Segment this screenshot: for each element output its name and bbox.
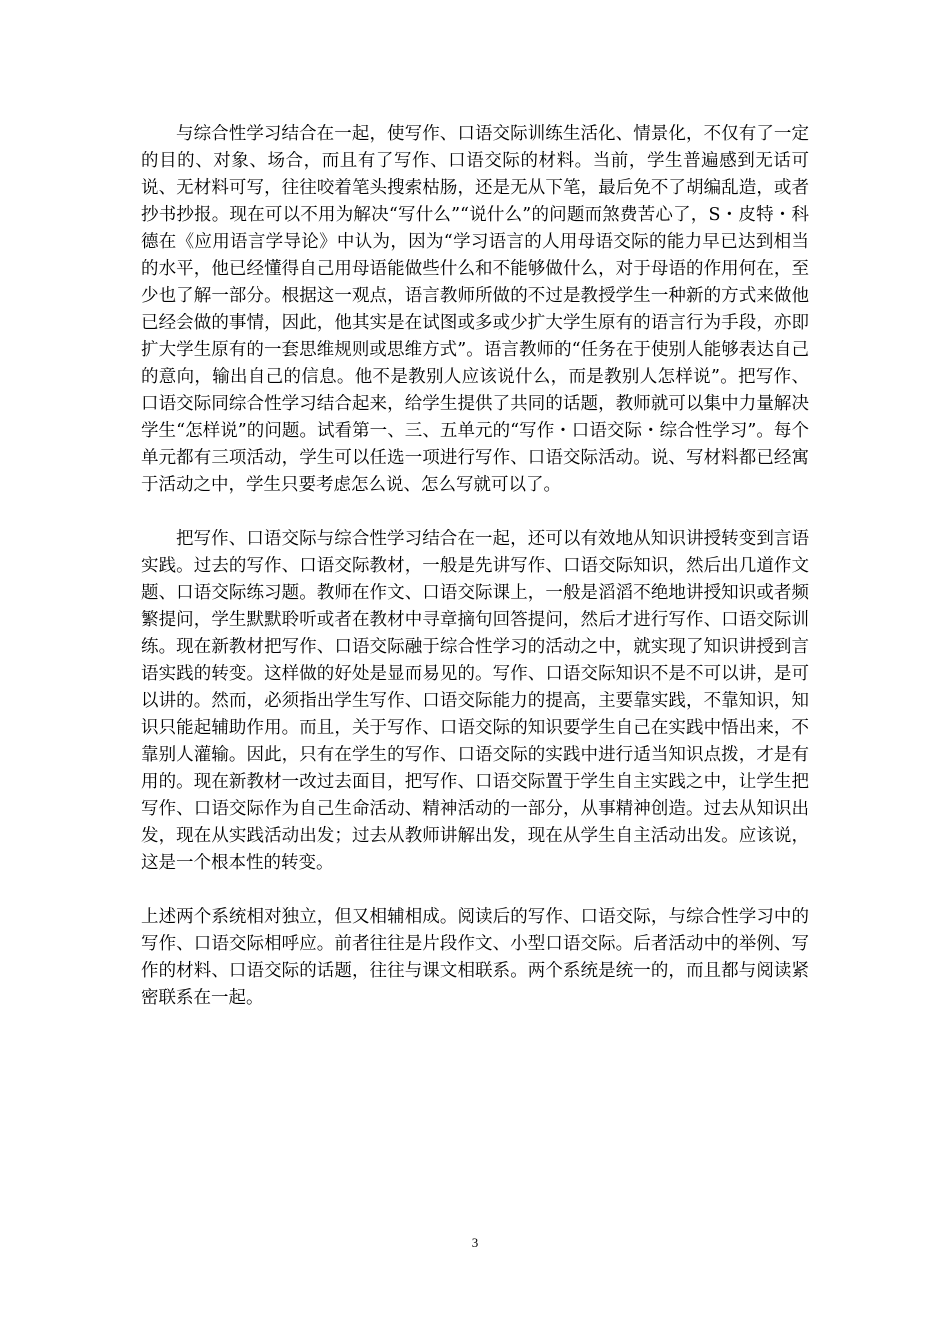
page-number: 3 xyxy=(471,1235,479,1250)
body-paragraph: 与综合性学习结合在一起，使写作、口语交际训练生活化、情景化，不仅有了一定的目的、对象、场合，而且有了写作、口语交际的材料。当前，学生普遍感到无话可说、无材料可写，往往咬着笔头搜索枯肠，还是无从下笔，最后免不了胡编乱造，或者抄书抄报。现在可以不用为解决“写什么”“说什么”的问题而煞费苦心了，S・皮特・科德在《应用语言学导论》中认为，因为“学习语言的人用母语交际的能力早已达到相当的水平，他已经懂得自己用母语能做些什么和不能够做什么，对于母语的作用何在，至少也了解一部分。根据这一观点，语言教师所做的不过是教授学生一种新的方式来做他已经会做的事情，因此，他其实是在试图或多或少扩大学生原有的语言行为手段，亦即扩大学生原有的一套思维规则或思维方式”。语言教师的“任务在于使别人能够表达自己的意向，输出自己的信息。他不是教别人应该说什么，而是教别人怎样说”。把写作、口语交际同综合性学习结合起来，给学生提供了共同的话题，教师就可以集中力量解决学生“怎样说”的问题。试看第一、三、五单元的“写作・口语交际・综合性学习”。每个单元都有三项活动，学生可以任选一项进行写作、口语交际活动。说、写材料都已经寓于活动之中，学生只要考虑怎么说、怎么写就可以了。 xyxy=(141,124,809,495)
body-paragraph: 把写作、口语交际与综合性学习结合在一起，还可以有效地从知识讲授转变到言语实践。过去的写作、口语交际教材，一般是先讲写作、口语交际知识，然后出几道作文题、口语交际练习题。教师在作文、口语交际课上，一般是滔滔不绝地讲授知识或者频繁提问，学生默默聆听或者在教材中寻章摘句回答提问，然后才进行写作、口语交际训练。现在新教材把写作、口语交际融于综合性学习的活动之中，就实现了知识讲授到言语实践的转变。这样做的好处是显而易见的。写作、口语交际知识不是不可以讲，是可以讲的。然而，必须指出学生写作、口语交际能力的提高，主要靠实践，不靠知识，知识只能起辅助作用。而且，关于写作、口语交际的知识要学生自己在实践中悟出来，不靠别人灌输。因此，只有在学生的写作、口语交际的实践中进行适当知识点拨，才是有用的。现在新教材一改过去面目，把写作、口语交际置于学生自主实践之中，让学生把写作、口语交际作为自己生命活动、精神活动的一部分，从事精神创造。过去从知识出发，现在从实践活动出发；过去从教师讲解出发，现在从学生自主活动出发。应该说，这是一个根本性的转变。 xyxy=(141,529,809,873)
body-paragraph: 上述两个系统相对独立，但又相辅相成。阅读后的写作、口语交际，与综合性学习中的写作、口语交际相呼应。前者往往是片段作文、小型口语交际。后者活动中的举例、写作的材料、口语交际的话题，往往与课文相联系。两个系统是统一的，而且都与阅读紧密联系在一起。 xyxy=(141,907,809,1008)
document-body xyxy=(141,121,809,1012)
